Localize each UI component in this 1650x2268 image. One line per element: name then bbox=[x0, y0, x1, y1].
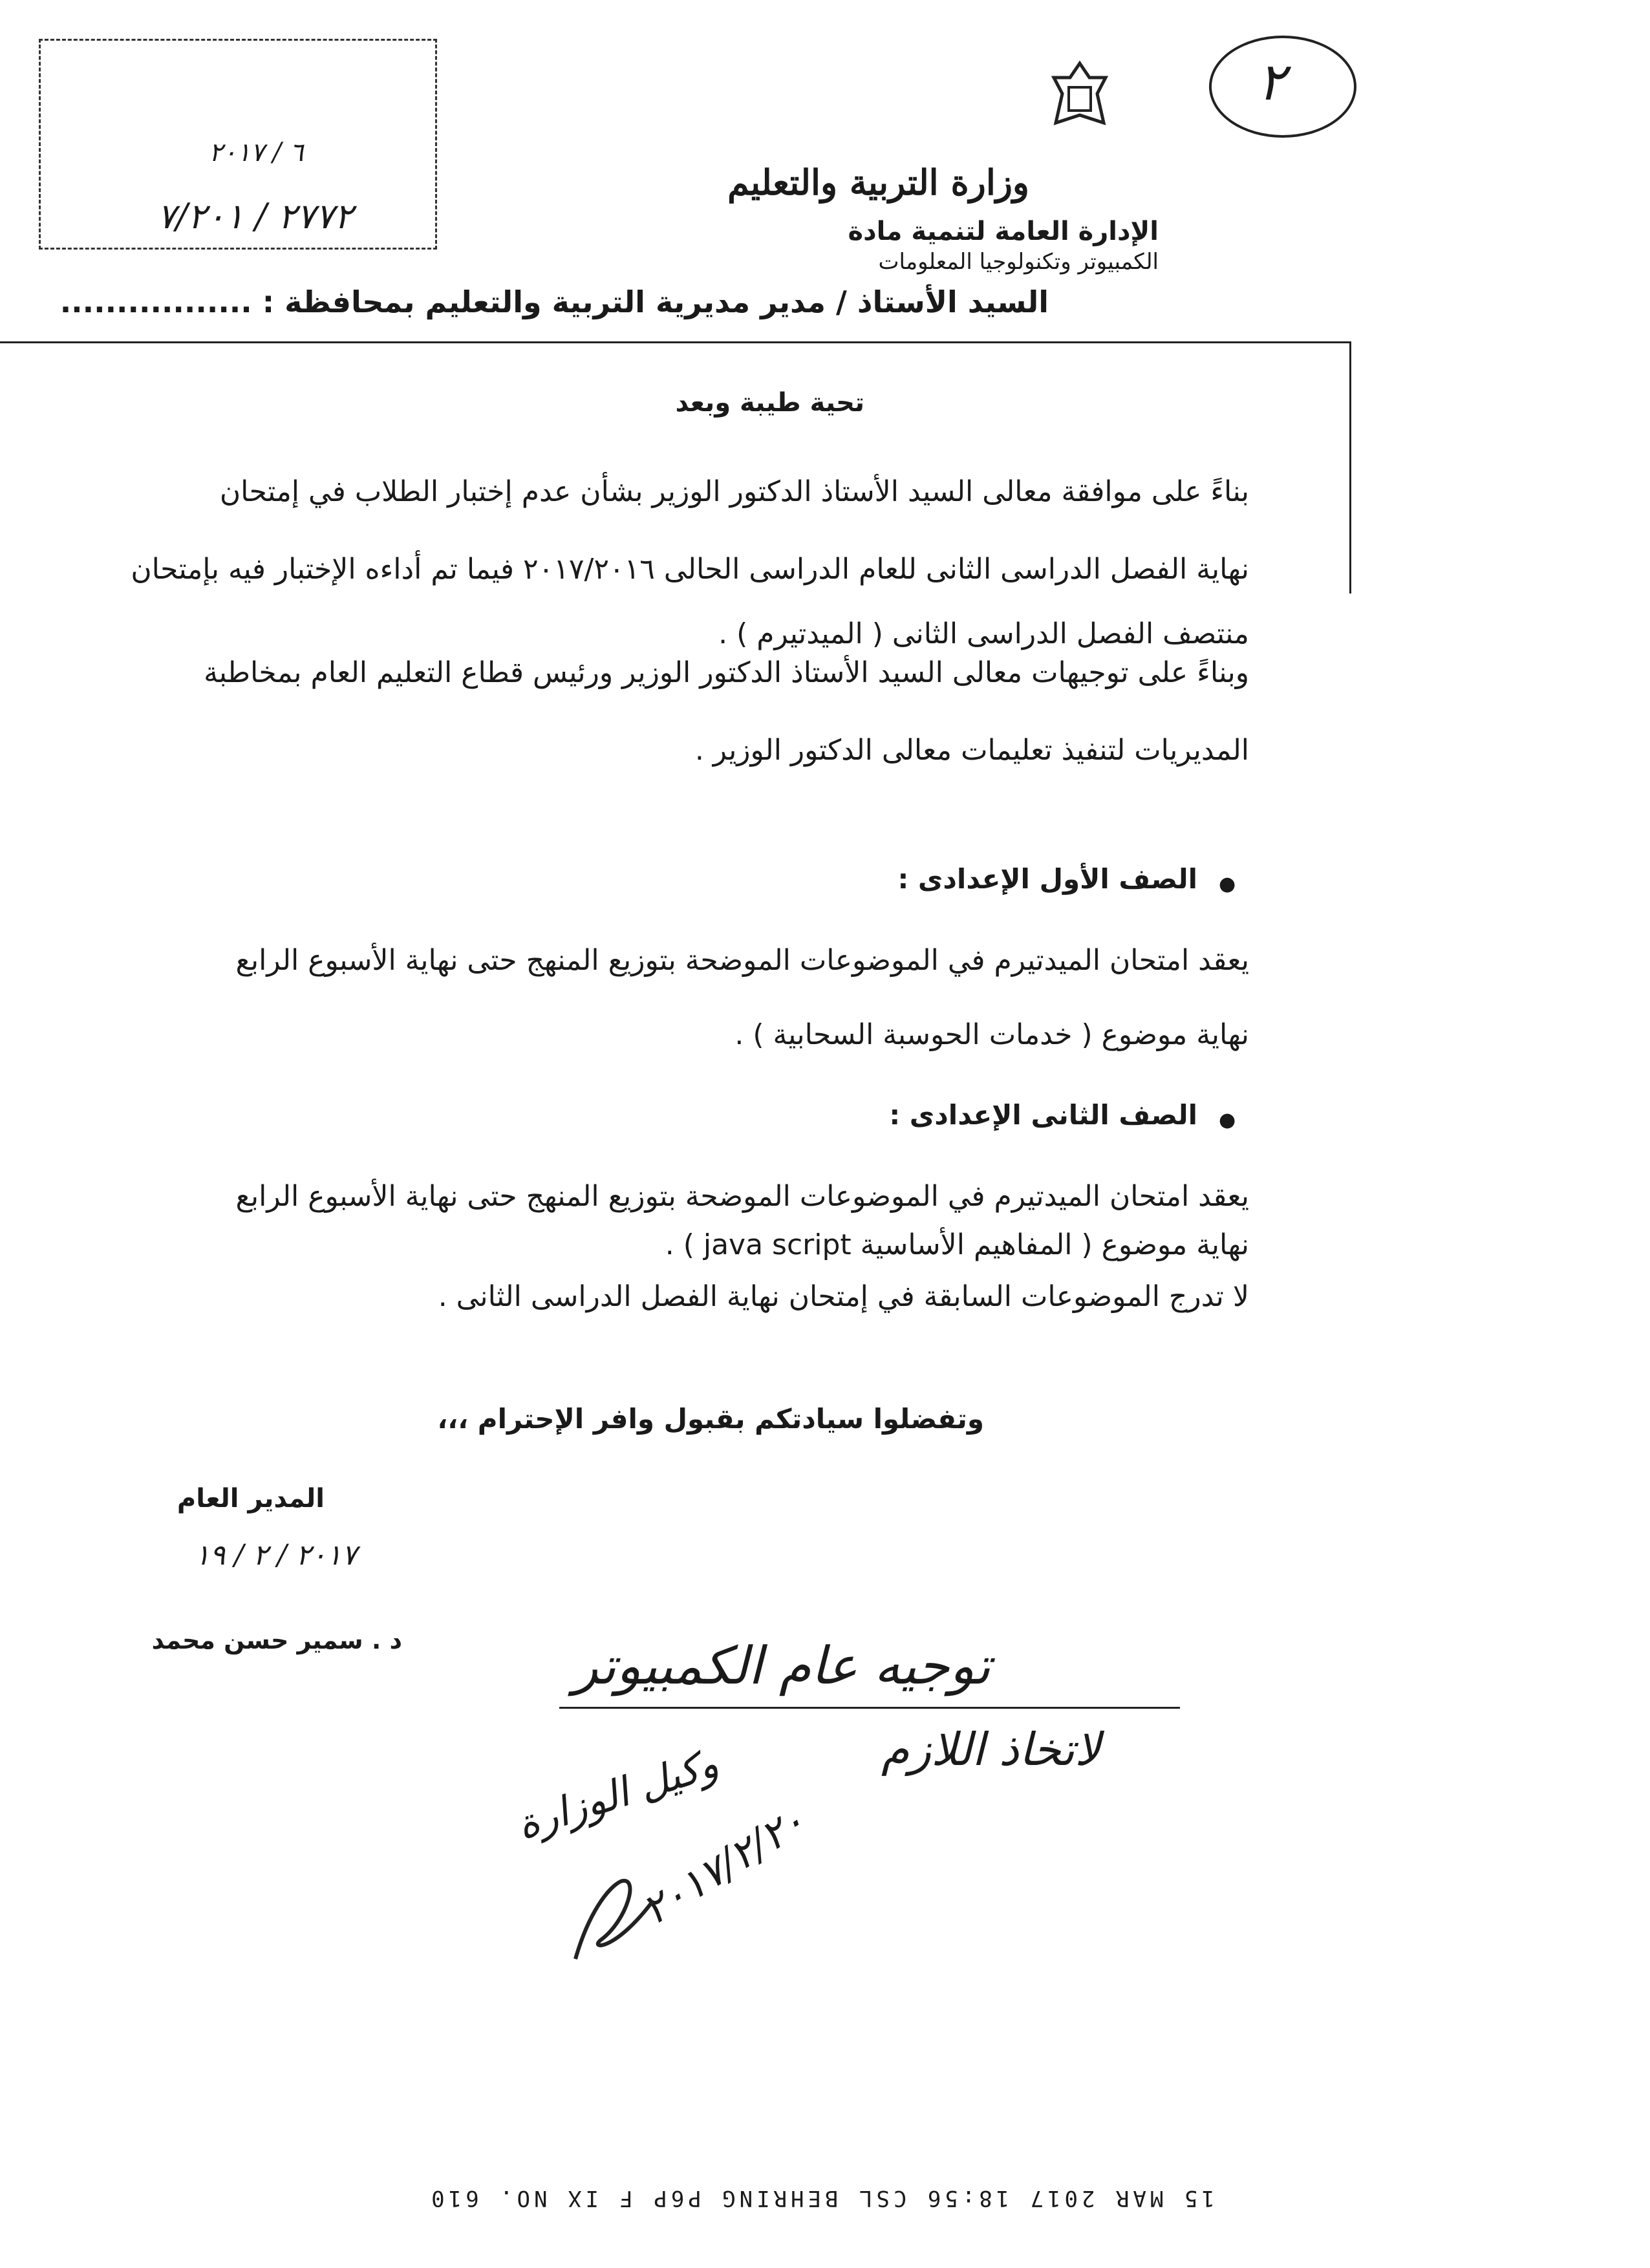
paragraph-2-line-2: المديريات لتنفيذ تعليمات معالى الدكتور الوزير . bbox=[694, 734, 1249, 767]
paragraph-1-line-3: منتصف الفصل الدراسى الثانى ( الميدتيرم ) . bbox=[718, 617, 1249, 650]
signature-name: د . سمير حسن محمد bbox=[151, 1626, 402, 1654]
incoming-stamp bbox=[39, 39, 437, 250]
handwritten-routing: توجيه عام الكمبيوتر bbox=[573, 1636, 991, 1696]
header-rule-right bbox=[1349, 341, 1351, 594]
paragraph-2-line-1: وبناءً على توجيهات معالى السيد الأستاذ الدكتور الوزير ورئيس قطاع التعليم العام بمخاطبة bbox=[204, 656, 1249, 689]
paragraph-1-line-2: نهاية الفصل الدراسى الثانى للعام الدراسى الحالى ٢٠١٧/٢٠١٦ فيما تم أداءه الإختبار فيه بإمتحان bbox=[131, 553, 1249, 586]
handwritten-signature-icon bbox=[562, 1862, 672, 1972]
note-line: لا تدرج الموضوعات السابقة في إمتحان نهاية الفصل الدراسى الثانى . bbox=[438, 1280, 1249, 1313]
closing: وتفضلوا سيادتكم بقبول وافر الإحترام ،،، bbox=[437, 1403, 984, 1435]
grade-1-heading: الصف الأول الإعدادى : bbox=[897, 863, 1197, 895]
handwritten-date: ٢٠١٧/٢/٢٠ bbox=[634, 1797, 815, 1935]
grade-2-line-2: نهاية موضوع ( المفاهيم الأساسية java script ) . bbox=[665, 1228, 1249, 1261]
stamp-date: ٦ / ٢٠١٧ bbox=[209, 138, 304, 167]
addressee: السيد الأستاذ / مدير مديرية التربية والتعليم بمحافظة : ................. bbox=[59, 284, 1049, 319]
handwritten-action: لاتخاذ اللازم bbox=[881, 1723, 1100, 1776]
department-name: الإدارة العامة لتنمية مادة bbox=[848, 217, 1159, 246]
grade-1-line-2: نهاية موضوع ( خدمات الحوسبة السحابية ) . bbox=[734, 1018, 1249, 1051]
paragraph-1-line-1: بناءً على موافقة معالى السيد الأستاذ الدكتور الوزير بشأن عدم إختبار الطلاب في إمتحان bbox=[219, 475, 1249, 508]
ministry-name: وزارة التربية والتعليم bbox=[727, 162, 1029, 203]
routing-underline bbox=[559, 1707, 1180, 1709]
greeting: تحية طيبة وبعد bbox=[675, 388, 864, 418]
fax-footer: 15 MAR 2017 18:56 CSL BEHRING P6P F IX NO. 610 bbox=[427, 2185, 1215, 2211]
handwritten-agent: وكيل الوزارة bbox=[511, 1739, 724, 1849]
bullet-icon: ● bbox=[1219, 873, 1236, 895]
page-mark: ٢ bbox=[1258, 52, 1285, 112]
signature-title: المدير العام bbox=[177, 1484, 325, 1514]
grade-2-heading: الصف الثانى الإعدادى : bbox=[889, 1099, 1197, 1131]
emblem-icon bbox=[1044, 58, 1115, 136]
grade-2-line-1: يعقد امتحان الميدتيرم في الموضوعات الموضحة بتوزيع المنهج حتى نهاية الأسبوع الرابع bbox=[235, 1180, 1249, 1213]
header-rule-top bbox=[0, 341, 1351, 343]
stamp-number: ٢٧٧٢ / ٧/٢٠١ bbox=[157, 196, 353, 237]
department-line2: الكمبيوتر وتكنولوجيا المعلومات bbox=[878, 249, 1159, 275]
grade-1-line-1: يعقد امتحان الميدتيرم في الموضوعات الموضحة بتوزيع المنهج حتى نهاية الأسبوع الرابع bbox=[235, 944, 1249, 977]
signature-date: ٢٠١٧ / ٢ / ١٩ bbox=[194, 1539, 357, 1572]
bullet-icon: ● bbox=[1219, 1109, 1236, 1131]
